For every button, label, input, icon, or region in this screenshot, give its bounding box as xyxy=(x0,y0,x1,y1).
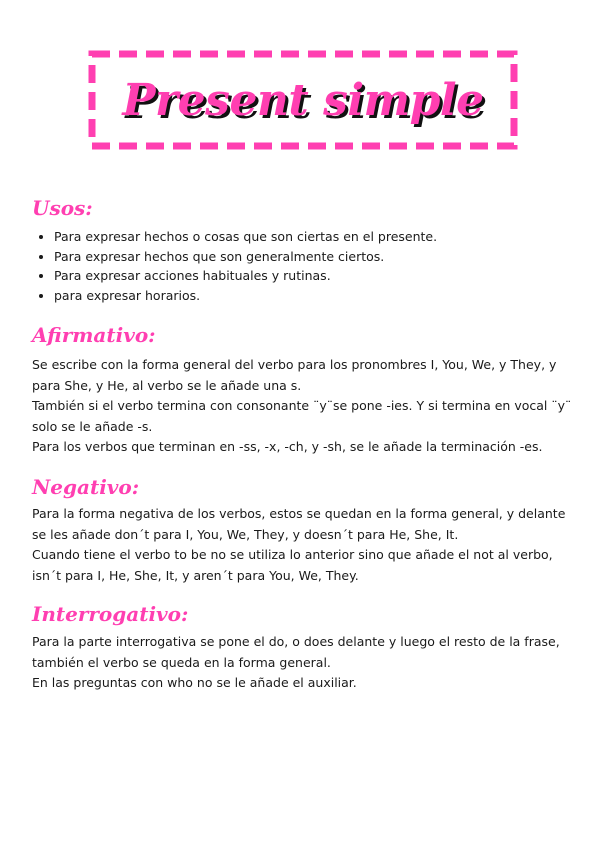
page-title: Present simple xyxy=(122,74,484,126)
heading-afirmativo: Afirmativo: xyxy=(32,323,156,347)
heading-negativo: Negativo: xyxy=(32,475,140,499)
list-item: • Para expresar acciones habituales y rutinas. xyxy=(54,266,594,286)
negativo-text: Para la forma negativa de los verbos, estos se quedan en la forma general, y delante se les añade don´t para I, You, We, They, y doesn´t para He, She, It. Cuando tiene el verbo to be no se utiliza lo anterior sino que añade el not al verbo, isn´t para I, He, She, It, y aren´t para You, We, They. xyxy=(32,506,566,583)
list-item: • Para expresar hechos que son generalmente ciertos. xyxy=(54,247,594,267)
list-item: • Para expresar hechos o cosas que son ciertas en el presente. xyxy=(54,227,594,247)
list-item: • para expresar horarios. xyxy=(54,286,594,306)
title-banner xyxy=(88,50,518,150)
heading-interrogativo: Interrogativo: xyxy=(32,602,189,626)
afirmativo-text: Se escribe con la forma general del verbo para los pronombres I, You, We, y They, y para She, y He, al verbo se le añade una s. También si el verbo termina con consonante ¨y¨se pone -ies. Y si termina en vocal ¨y¨ solo se le añade -s. Para los verbos que terminan en -ss, -x, -ch, y -sh, se le añade la terminación -es. xyxy=(32,357,572,454)
interrogativo-text: Para la parte interrogativa se pone el do, o does delante y luego el resto de la frase, también el verbo se queda en la forma general. En las preguntas con who no se le añade el auxiliar. xyxy=(32,634,560,690)
heading-usos: Usos: xyxy=(32,196,93,220)
usos-list xyxy=(30,227,594,305)
